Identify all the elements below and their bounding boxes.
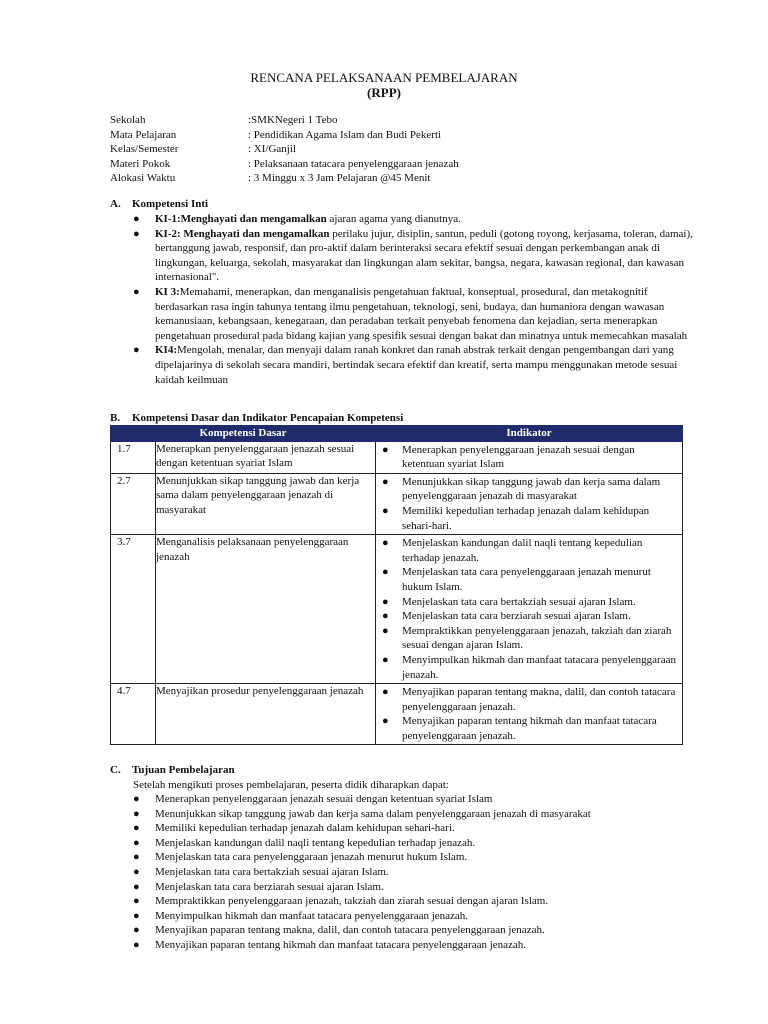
ki-text: perilaku jujur, disiplin, santun, peduli (gotong royong, kerjasama, toleran, damai), bertanggung jawab, responsif, dan pro-aktif dalam berinteraksi secara efektif sesuai dengan perkembangan anak di lingkungan, keluarga, sekolah, masyarakat dan lingkungan alam sekitar, bangsa, negara, kawasan regional, dan kawasan internasional".: [155, 227, 693, 284]
section-letter: C.: [110, 764, 121, 776]
info-row-materi-pokok: [110, 157, 459, 172]
indicator-item: ● Menjelaskan tata cara penyelenggaraan jenazah menurut hukum Islam.: [382, 566, 651, 593]
list-item: [133, 285, 693, 343]
list-item: ● Menjelaskan tata cara bertakziah sesuai ajaran Islam.: [133, 865, 389, 878]
info-row-sekolah: [110, 113, 459, 128]
kd-text: Menerapkan penyelenggaraan jenazah sesuai dengan ketentuan syariat Islam: [156, 441, 376, 473]
indicator-cell: [376, 473, 683, 534]
bullet-icon: ●: [382, 537, 389, 550]
tujuan-list: [133, 792, 693, 953]
indicator-item: ● Menyajikan paparan tentang makna, dalil, dan contoh tatacara penyelenggaraan jenazah.: [382, 686, 676, 713]
info-value: : XI/Ganjil: [248, 143, 296, 155]
section-title: Tujuan Pembelajaran: [132, 764, 235, 776]
indicator-item: ● Menjelaskan tata cara bertakziah sesuai ajaran Islam.: [382, 595, 636, 608]
column-header-indikator: Indikator: [376, 426, 683, 442]
info-block: [110, 113, 459, 186]
info-row-alokasi-waktu: [110, 171, 459, 186]
bullet-icon: ●: [133, 909, 140, 922]
list-item: ● Menunjukkan sikap tanggung jawab dan kerja sama dalam penyelenggaraan jenazah di masyarakat: [133, 807, 591, 820]
list-item: ● Menjelaskan tata cara penyelenggaraan jenazah menurut hukum Islam.: [133, 851, 468, 864]
ki-code: KI4:: [155, 344, 177, 357]
bullet-icon: ●: [133, 822, 140, 835]
info-value: : Pelaksanaan tatacara penyelenggaraan jenazah: [248, 157, 459, 170]
kd-text: Menunjukkan sikap tanggung jawab dan kerja sama dalam penyelenggaraan jenazah di masyarakat: [156, 473, 376, 534]
table-row: [111, 473, 683, 534]
bullet-icon: ●: [133, 807, 140, 820]
table-row: [111, 684, 683, 745]
document-title: RENCANA PELAKSANAAN PEMBELAJARAN: [250, 70, 518, 85]
kd-number: 4.7: [111, 684, 156, 745]
bullet-icon: ●: [133, 924, 140, 937]
info-label: Alokasi Waktu: [110, 172, 176, 184]
list-item: [133, 227, 693, 285]
bullet-icon: ●: [133, 836, 140, 849]
bullet-icon: ●: [133, 793, 140, 805]
indicator-item: ● Menyajikan paparan tentang hikmah dan manfaat tatacara penyelenggaraan jenazah.: [382, 715, 657, 742]
kompetensi-table: [110, 425, 683, 745]
list-item: ● Menyimpulkan hikmah dan manfaat tatacara penyelenggaraan jenazah.: [133, 909, 469, 922]
bullet-icon: ●: [133, 344, 140, 357]
ki-text: Memahami, menerapkan, dan menganalisis pengetahuan faktual, konseptual, prosedural, dan metakognitif berdasarkan rasa ingin tahunya tentang ilmu pengetahuan, teknologi, seni, budaya, dan humaniora dengan wawasan kemanusiaan, kebangsaan, kenegaraan, dan peradaban terkait penyebab fenomena dan kejadian, serta menerapkan pengetahuan prosedural pada bidang kajian yang spesifik sesuai dengan bakat dan minatnya untuk memecahkan masalah: [155, 285, 688, 342]
info-row-kelas-semester: [110, 142, 459, 157]
ki-code: KI-2: Menghayati dan mengamalkan: [155, 227, 330, 240]
ki-text: Mengolah, menalar, dan menyaji dalam ranah konkret dan ranah abstrak terkait dengan pengembangan dari yang dipelajarinya di sekolah secara mandiri, bertindak secara efektif dan kreatif, serta mampu menggunakan metode sesuai kaidah keilmuan: [155, 344, 678, 386]
bullet-icon: ●: [382, 595, 389, 608]
list-item: ● Menyajikan paparan tentang makna, dalil, dan contoh tatacara penyelenggaraan jenazah.: [133, 924, 545, 937]
section-a-heading: [110, 197, 208, 212]
info-label: Mata Pelajaran: [110, 128, 177, 141]
indicator-item: ● Menunjukkan sikap tanggung jawab dan kerja sama dalam penyelenggaraan jenazah di masyarakat: [382, 475, 661, 503]
kd-number: 1.7: [111, 441, 156, 473]
info-row-mata-pelajaran: [110, 128, 459, 143]
bullet-icon: ●: [382, 686, 389, 699]
section-title: Kompetensi Dasar dan Indikator Pencapaian Kompetensi: [132, 412, 404, 424]
list-item: [133, 212, 693, 227]
bullet-icon: ●: [382, 653, 389, 666]
table-header-row: [111, 426, 683, 442]
document-subtitle: (RPP): [367, 85, 401, 100]
bullet-icon: ●: [382, 443, 389, 456]
indicator-item: ● Menerapkan penyelenggaraan jenazah sesuai dengan ketentuan syariat Islam: [382, 443, 635, 471]
info-label: Materi Pokok: [110, 157, 171, 170]
bullet-icon: ●: [382, 504, 389, 517]
list-item: ● Menjelaskan tata cara berziarah sesuai ajaran Islam.: [133, 880, 384, 893]
bullet-icon: ●: [382, 475, 389, 488]
bullet-icon: ●: [133, 227, 140, 240]
info-label: Kelas/Semester: [110, 143, 179, 155]
tujuan-intro: Setelah mengikuti proses pembelajaran, peserta didik diharapkan dapat:: [133, 779, 449, 791]
info-value: : Pendidikan Agama Islam dan Budi Pekerti: [248, 128, 442, 141]
indicator-cell: [376, 684, 683, 745]
section-c-heading: [110, 763, 235, 778]
bullet-icon: ●: [133, 213, 140, 225]
bullet-icon: ●: [133, 938, 140, 951]
list-item: [133, 343, 693, 387]
bullet-icon: ●: [382, 715, 389, 728]
bullet-icon: ●: [133, 851, 140, 864]
indicator-item: ● Menyimpulkan hikmah dan manfaat tatacara penyelenggaraan jenazah.: [382, 653, 676, 681]
info-label: Sekolah: [110, 114, 146, 126]
list-item: ● Memiliki kepedulian terhadap jenazah dalam kehidupan sehari-hari.: [133, 822, 455, 835]
section-b-heading: [110, 411, 403, 426]
table-row: [111, 535, 683, 684]
indicator-item: ● Mempraktikkan penyelenggaraan jenazah, takziah dan ziarah sesuai dengan ajaran Islam.: [382, 624, 672, 652]
section-letter: B.: [110, 412, 121, 424]
ki-code: KI 3:: [155, 285, 180, 298]
info-value: : 3 Minggu x 3 Jam Pelajaran @45 Menit: [248, 172, 431, 184]
kd-text: Menganalisis pelaksanaan penyelenggaraan jenazah: [156, 535, 376, 684]
section-letter: A.: [110, 198, 121, 210]
kd-text: Menyajikan prosedur penyelenggaraan jenazah: [156, 684, 376, 745]
bullet-icon: ●: [133, 895, 140, 908]
bullet-icon: ●: [382, 610, 389, 623]
section-title: Kompetensi Inti: [132, 198, 209, 210]
bullet-icon: ●: [133, 285, 140, 298]
indicator-cell: [376, 535, 683, 684]
list-item: ● Menyajikan paparan tentang hikmah dan manfaat tatacara penyelenggaraan jenazah.: [133, 938, 527, 951]
bullet-icon: ●: [133, 880, 140, 893]
info-value: :SMKNegeri 1 Tebo: [248, 114, 338, 126]
indicator-cell: [376, 441, 683, 473]
kompetensi-inti-list: [133, 212, 693, 387]
indicator-item: ● Menjelaskan kandungan dalil naqli tentang kepedulian terhadap jenazah.: [382, 537, 643, 564]
ki-text: ajaran agama yang dianutnya.: [326, 213, 461, 225]
list-item: ● Menjelaskan kandungan dalil naqli tentang kepedulian terhadap jenazah.: [133, 836, 476, 849]
list-item: ● Mempraktikkan penyelenggaraan jenazah, takziah dan ziarah sesuai dengan ajaran Islam.: [133, 895, 549, 908]
kd-number: 2.7: [111, 473, 156, 534]
bullet-icon: ●: [382, 624, 389, 637]
table-row: [111, 441, 683, 473]
indicator-item: ● Memiliki kepedulian terhadap jenazah dalam kehidupan sehari-hari.: [382, 504, 650, 532]
kd-number: 3.7: [111, 535, 156, 684]
bullet-icon: ●: [382, 566, 389, 579]
indicator-item: ● Menjelaskan tata cara berziarah sesuai ajaran Islam.: [382, 610, 631, 623]
bullet-icon: ●: [133, 865, 140, 878]
list-item: ● Menerapkan penyelenggaraan jenazah sesuai dengan ketentuan syariat Islam: [133, 793, 493, 805]
column-header-kd: Kompetensi Dasar: [111, 426, 376, 442]
ki-code: KI-1:Menghayati dan mengamalkan: [155, 213, 327, 225]
